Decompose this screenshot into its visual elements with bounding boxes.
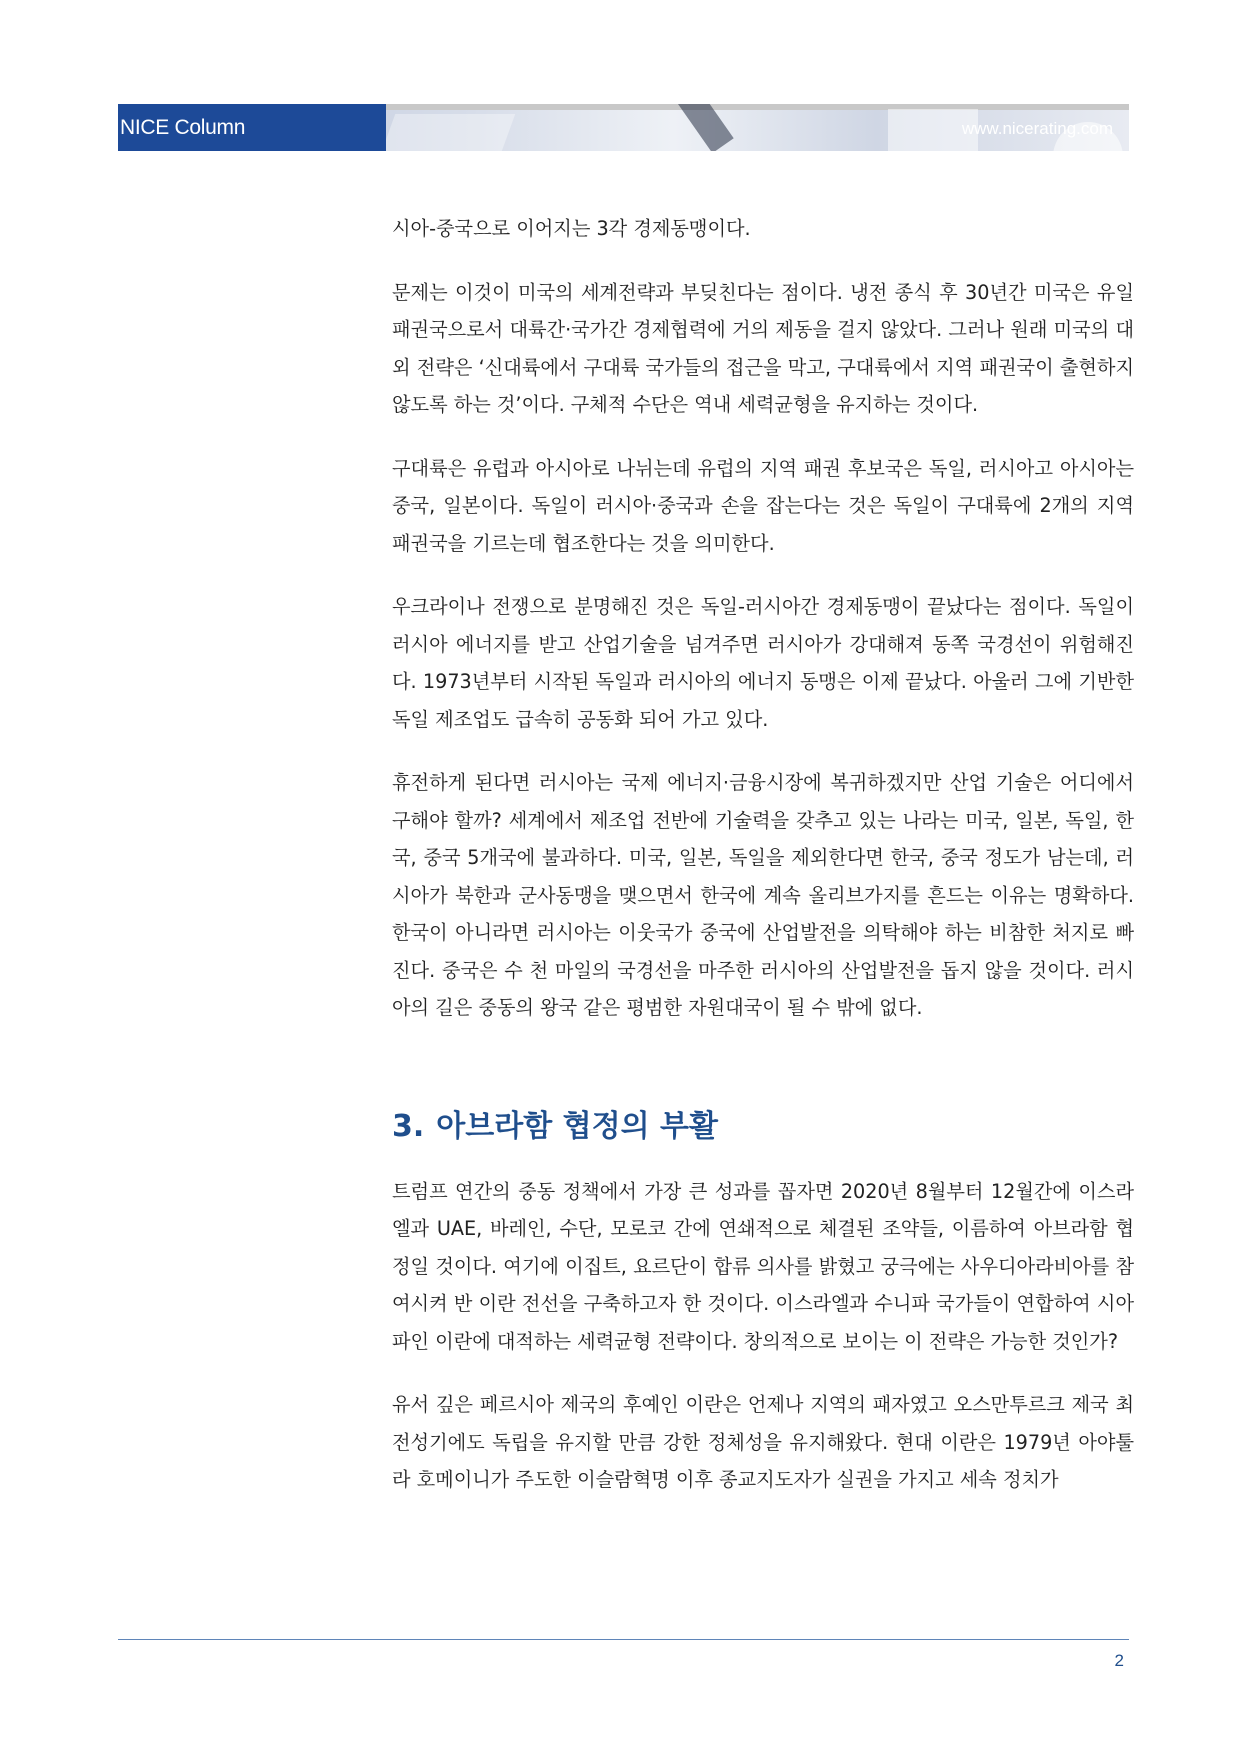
section-title: 아브라함 협정의 부활 (436, 1108, 718, 1144)
paragraph: 우크라이나 전쟁으로 분명해진 것은 독일-러시아간 경제동맹이 끝났다는 점이다. 독일이 러시아 에너지를 받고 산업기술을 넘겨주면 러시아가 강대해져 동쪽 국경선이 위험해진다. 1973년부터 시작된 독일과 러시아의 에너지 동맹은 이제 끝났다. 아울러 그에 기반한 독일 제조업도 급속히 공동화 되어 가고 있다. (392, 595, 1134, 731)
article-body (392, 210, 1134, 1525)
paragraph: 시아-중국으로 이어지는 3각 경제동맹이다. (392, 217, 751, 240)
header-decoration (381, 114, 516, 151)
section-number: 3. (392, 1108, 425, 1144)
paragraph: 휴전하게 된다면 러시아는 국제 에너지·금융시장에 복귀하겠지만 산업 기술은 어디에서 구해야 할까? 세계에서 제조업 전반에 기술력을 갖추고 있는 나라는 미국, 일본, 독일, 한국, 중국 5개국에 불과하다. 미국, 일본, 독일을 제외한다면 한국, 중국 정도가 남는데, 러시아가 북한과 군사동맹을 맺으면서 한국에 계속 올리브가지를 흔드는 이유는 명확하다. 한국이 아니라면 러시아는 이웃국가 중국에 산업발전을 의탁해야 하는 비참한 처지로 빠진다. 중국은 수 천 마일의 국경선을 마주한 러시아의 산업발전을 돕지 않을 것이다. 러시아의 길은 중동의 왕국 같은 평범한 자원대국이 될 수 밖에 없다. (392, 771, 1134, 1019)
column-title: NICE Column (120, 116, 246, 139)
paragraph: 구대륙은 유럽과 아시아로 나뉘는데 유럽의 지역 패권 후보국은 독일, 러시아고 아시아는 중국, 일본이다. 독일이 러시아·중국과 손을 잡는다는 것은 독일이 구대륙에 2개의 지역 패권국을 기르는데 협조한다는 것을 의미한다. (392, 456, 1134, 555)
website-url: www.nicerating.com (961, 119, 1113, 138)
header-brand-block (118, 104, 386, 151)
paragraph: 문제는 이것이 미국의 세계전략과 부딪친다는 점이다. 냉전 종식 후 30년간 미국은 유일 패권국으로서 대륙간·국가간 경제협력에 거의 제동을 걸지 않았다. 그러나 원래 미국의 대외 전략은 ‘신대륙에서 구대륙 국가들의 접근을 막고, 구대륙에서 지역 패권국이 출현하지 않도록 하는 것’이다. 구체적 수단은 역내 세력균형을 유지하는 것이다. (392, 280, 1134, 416)
header-decoration (678, 104, 734, 151)
footer-divider (118, 1639, 1129, 1640)
paragraph: 유서 깊은 페르시아 제국의 후예인 이란은 언제나 지역의 패자였고 오스만투르크 제국 최전성기에도 독립을 유지할 만큼 강한 정체성을 유지해왔다. 현대 이란은 1979년 아야툴라 호메이니가 주도한 이슬람혁명 이후 종교지도자가 실권을 가지고 세속 정치가 (392, 1393, 1134, 1491)
section-heading (392, 1105, 1134, 1149)
page-header (118, 104, 1129, 151)
page-number: 2 (1114, 1651, 1124, 1670)
paragraph: 트럼프 연간의 중동 정책에서 가장 큰 성과를 꼽자면 2020년 8월부터 12월간에 이스라엘과 UAE, 바레인, 수단, 모로코 간에 연쇄적으로 체결된 조약들, 이름하여 아브라함 협정일 것이다. 여기에 이집트, 요르단이 합류 의사를 밝혔고 궁극에는 사우디아라비아를 참여시켜 반 이란 전선을 구축하고자 한 것이다. 이스라엘과 수니파 국가들이 연합하여 시아파인 이란에 대적하는 세력균형 전략이다. 창의적으로 보이는 이 전략은 가능한 것인가? (392, 1179, 1134, 1353)
